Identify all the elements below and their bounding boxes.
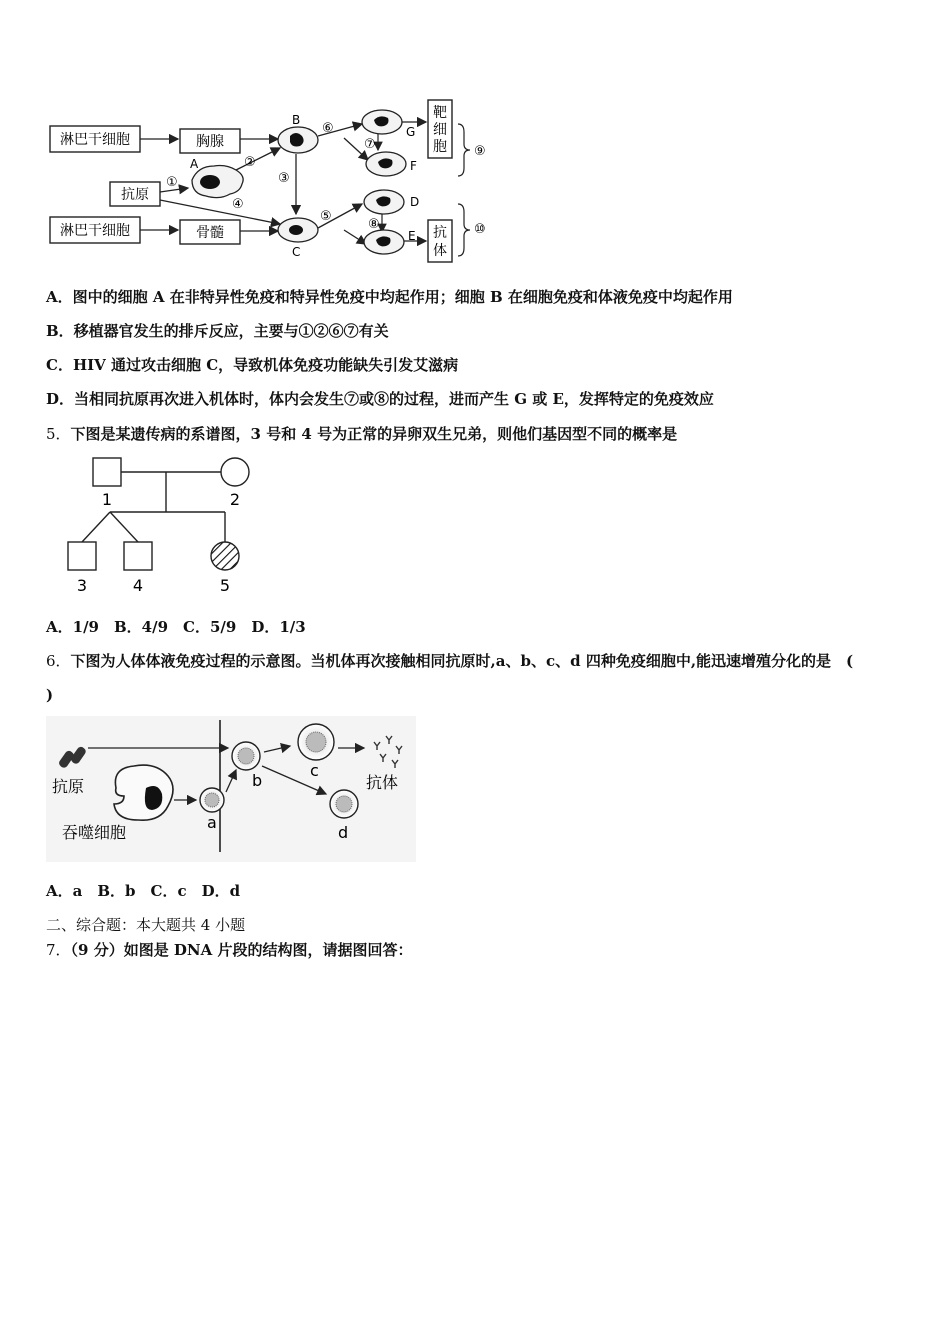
label-2: ② bbox=[244, 155, 256, 170]
pedigree-label-1: 1 bbox=[101, 490, 113, 509]
pedigree-chart bbox=[60, 450, 270, 600]
cell-f-label: F bbox=[410, 159, 417, 173]
q6-stem bbox=[46, 650, 853, 671]
label-7: ⑦ bbox=[364, 137, 376, 152]
target-cell-char-1: 靶 bbox=[433, 105, 447, 121]
label-4: ④ bbox=[232, 197, 244, 212]
antigen-label-q6: 抗原 bbox=[52, 777, 85, 796]
cell-a-label: A bbox=[190, 157, 199, 171]
cell-b-q6-label: b bbox=[252, 771, 263, 790]
cell-e-label: E bbox=[408, 229, 416, 243]
cell-a-q6-label: a bbox=[207, 813, 217, 832]
q7-stem bbox=[46, 939, 413, 960]
label-3: ③ bbox=[278, 171, 290, 186]
immune-cell-diagram bbox=[46, 96, 496, 268]
q7-text: （9 分）如图是 DNA 片段的结构图，请据图回答： bbox=[70, 941, 413, 959]
antibody-char-1: 抗 bbox=[433, 225, 447, 241]
cell-c-label: C bbox=[292, 245, 301, 259]
thymus-label: 胸腺 bbox=[196, 134, 224, 150]
pedigree-label-3: 3 bbox=[76, 576, 88, 595]
pedigree-individual-4 bbox=[124, 542, 152, 570]
q4-option-b: B．移植器官发生的排斥反应，主要与①②⑥⑦有关 bbox=[46, 322, 389, 340]
q5-stem bbox=[46, 423, 677, 444]
cell-b-label: B bbox=[292, 113, 301, 127]
q6-number: 6． bbox=[46, 652, 71, 670]
humoral-immunity-diagram bbox=[46, 716, 416, 862]
q4-option-a: A．图中的细胞 A 在非特异性免疫和特异性免疫中均起作用；细胞 B 在细胞免疫和体液免疫中均起作用 bbox=[46, 288, 733, 306]
brace-9 bbox=[458, 124, 470, 176]
label-8: ⑧ bbox=[368, 217, 380, 232]
q5-number: 5． bbox=[46, 425, 71, 443]
q7-number: 7． bbox=[46, 941, 71, 959]
brace-10 bbox=[458, 204, 470, 256]
lymph-stem-bottom-label: 淋巴干细胞 bbox=[60, 223, 130, 239]
section-2-title: 二、综合题：本大题共 4 小题 bbox=[46, 916, 246, 934]
pedigree-label-2: 2 bbox=[229, 490, 241, 509]
label-5: ⑤ bbox=[320, 209, 332, 224]
pedigree-individual-2 bbox=[221, 458, 249, 486]
target-cell-char-2: 细 bbox=[433, 122, 447, 138]
q6-text: 下图为人体体液免疫过程的示意图。当机体再次接触相同抗原时,a、b、c、d 四种免疫细胞中,能迅速增殖分化的是 ( bbox=[70, 652, 854, 670]
q6-options: A．a B．b C．c D．d bbox=[46, 882, 241, 900]
label-6: ⑥ bbox=[322, 121, 334, 136]
q5-text: 下图是某遗传病的系谱图，3 号和 4 号为正常的异卵双生兄弟，则他们基因型不同的概率是 bbox=[70, 425, 678, 443]
pedigree-individual-5-affected bbox=[211, 542, 239, 570]
phagocyte-cell bbox=[114, 765, 173, 820]
lymph-stem-top-label: 淋巴干细胞 bbox=[60, 132, 130, 148]
cell-d-label: D bbox=[410, 195, 420, 209]
phagocyte-label: 吞噬细胞 bbox=[62, 823, 127, 842]
antibody-label-q6: 抗体 bbox=[366, 773, 399, 792]
pedigree-individual-1 bbox=[93, 458, 121, 486]
q4-option-c: C．HIV 通过攻击细胞 C，导致机体免疫功能缺失引发艾滋病 bbox=[46, 356, 459, 374]
q4-option-d: D．当相同抗原再次进入机体时，体内会发生⑦或⑧的过程，进而产生 G 或 E，发挥特定的免疫效应 bbox=[46, 390, 714, 408]
antigen-label: 抗原 bbox=[121, 187, 149, 203]
cell-c-q6-label: c bbox=[310, 761, 319, 780]
pedigree-label-5: 5 bbox=[219, 576, 231, 595]
label-1: ① bbox=[166, 175, 178, 190]
marrow-label: 骨髓 bbox=[196, 225, 224, 241]
cell-d-q6-label: d bbox=[338, 823, 349, 842]
pedigree-label-4: 4 bbox=[132, 576, 144, 595]
label-9: ⑨ bbox=[474, 144, 486, 159]
cell-g-label: G bbox=[406, 125, 416, 139]
pedigree-individual-3 bbox=[68, 542, 96, 570]
q6-stem-end: ) bbox=[46, 686, 54, 704]
target-cell-char-3: 胞 bbox=[433, 139, 447, 155]
q5-options: A．1/9 B．4/9 C．5/9 D．1/3 bbox=[46, 618, 306, 636]
label-10: ⑩ bbox=[474, 222, 486, 237]
antibody-char-2: 体 bbox=[433, 243, 447, 259]
